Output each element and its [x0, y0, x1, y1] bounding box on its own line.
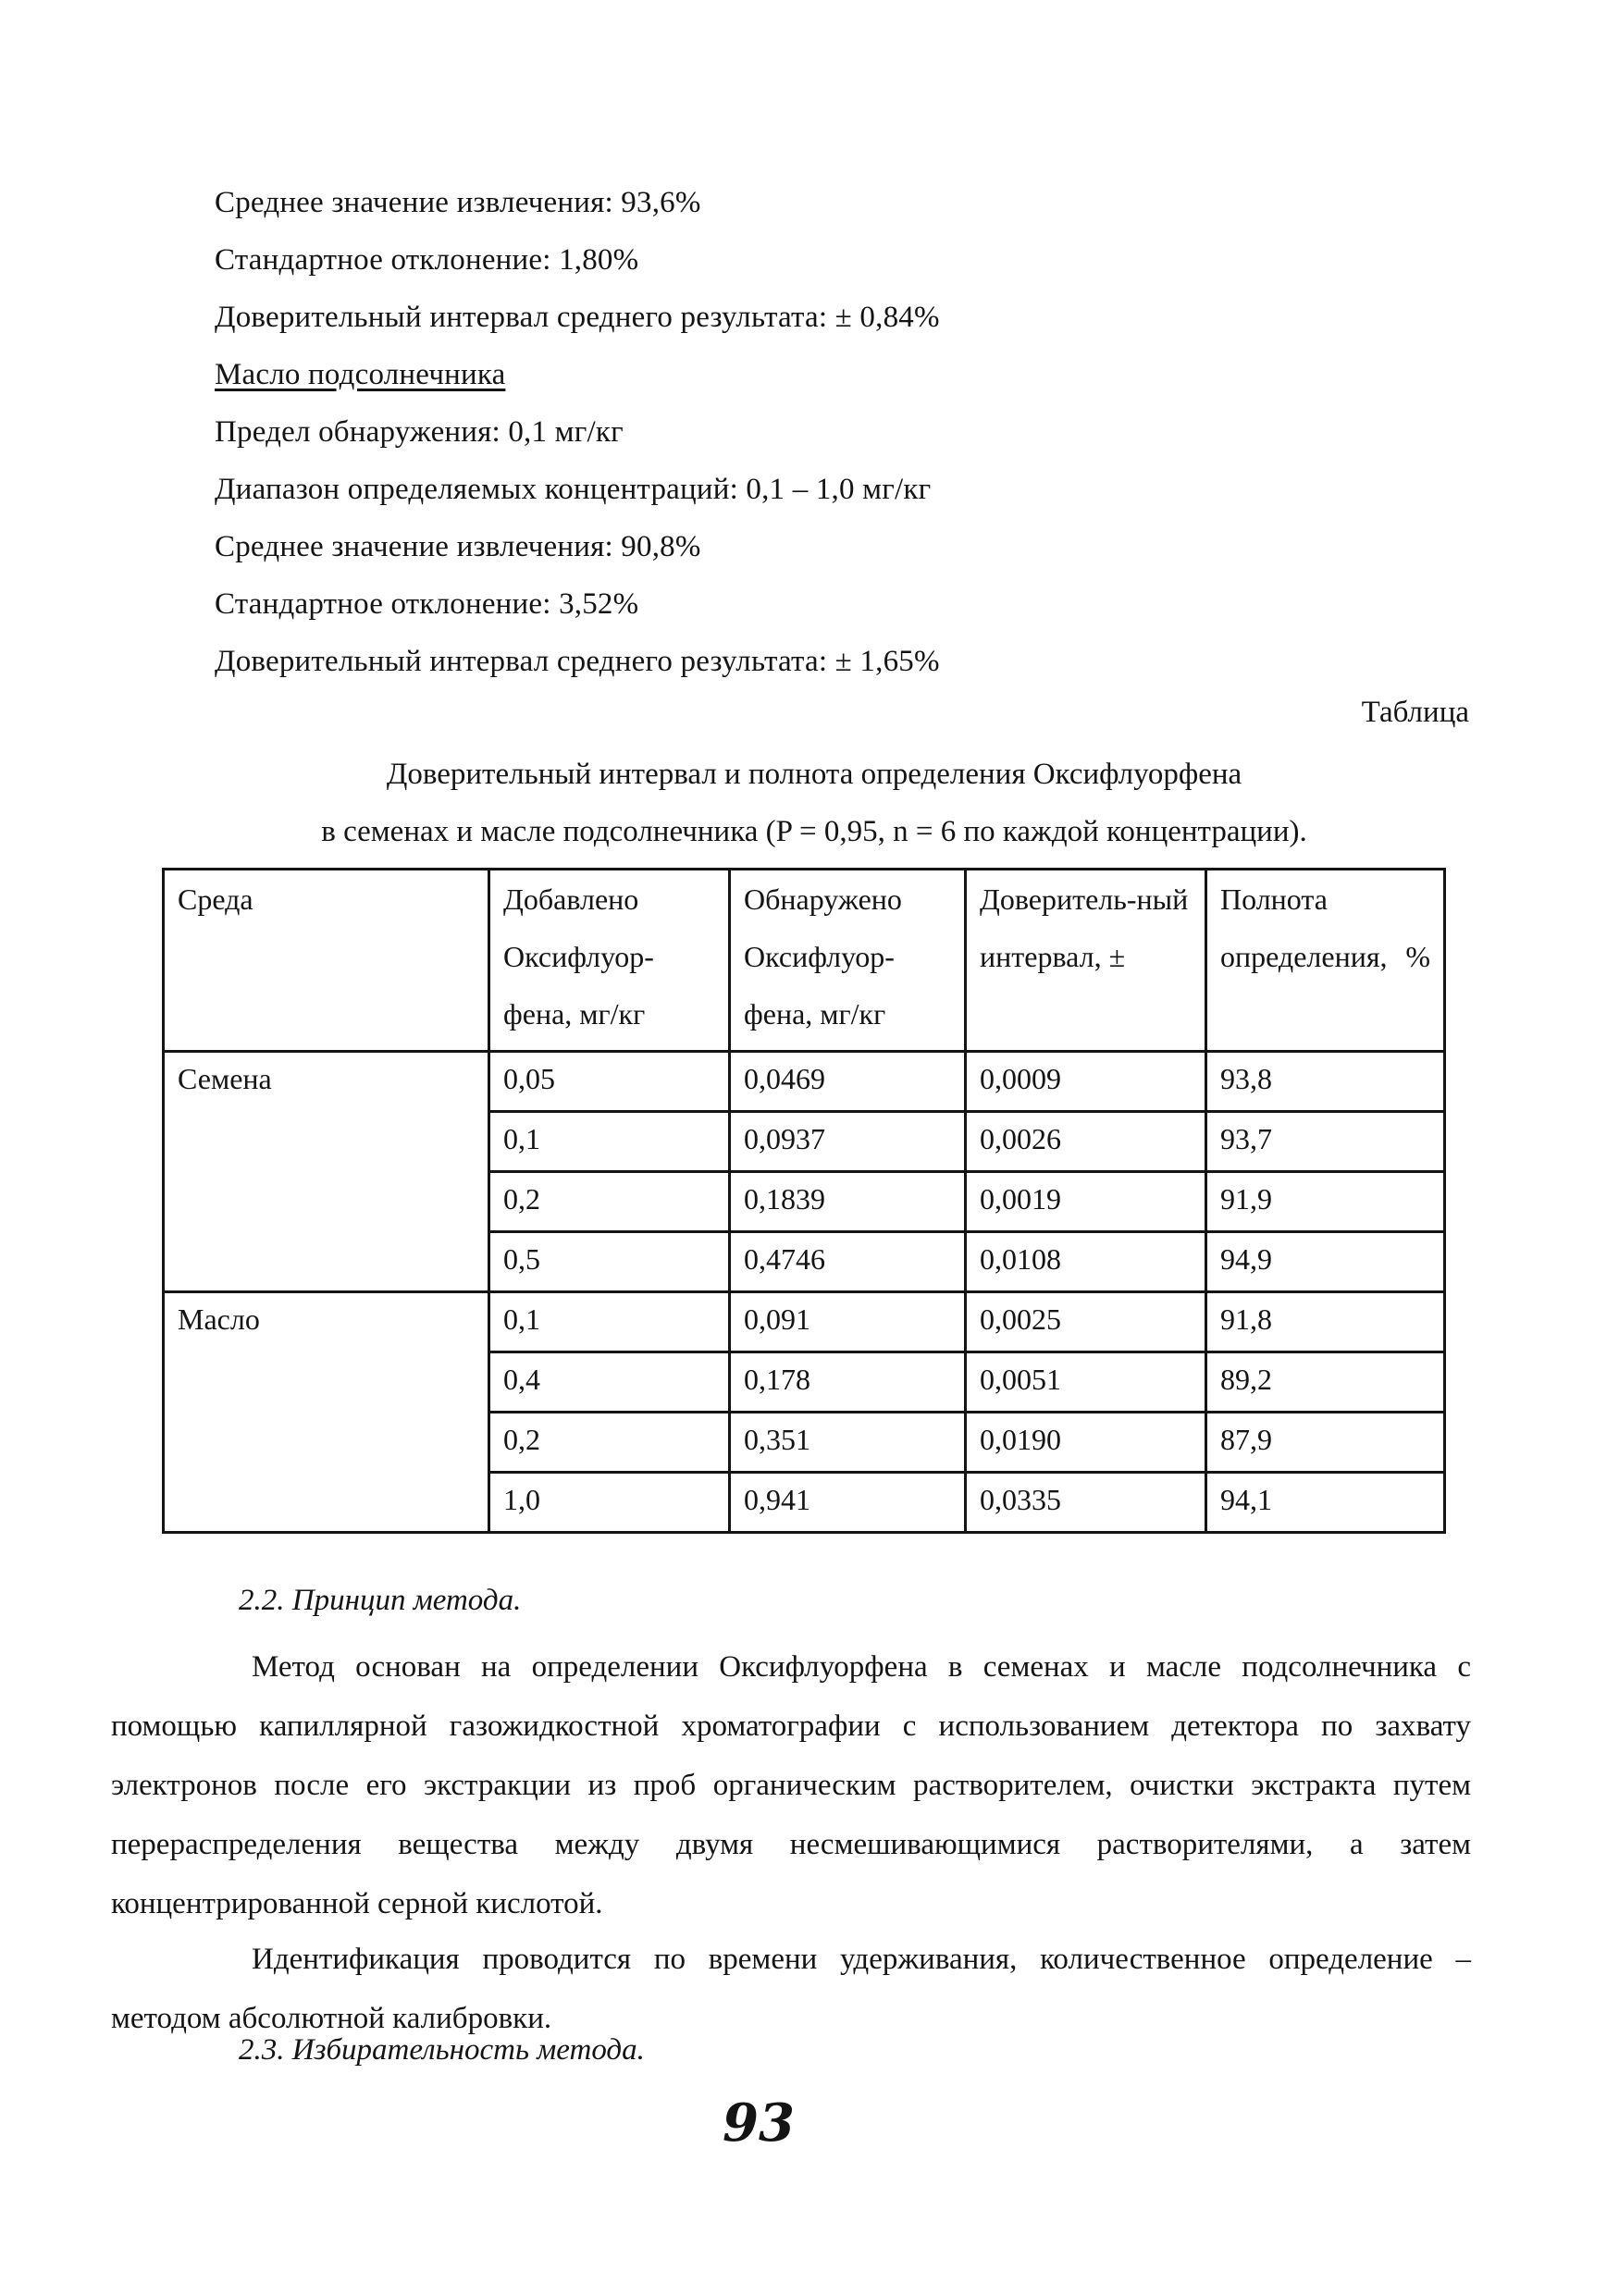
table-cell: 1,0 — [489, 1473, 730, 1533]
page-number: 93 — [723, 2092, 795, 2154]
table-cell: 0,0190 — [966, 1413, 1206, 1473]
table-cell: 94,9 — [1206, 1232, 1445, 1292]
section-selectivity-title: 2.3. Избирательность метода. — [239, 2033, 645, 2067]
table-cell: 0,4746 — [730, 1232, 966, 1292]
oil-detection-limit: Предел обнаружения: 0,1 мг/кг — [215, 415, 624, 449]
table-cell: 0,941 — [730, 1473, 966, 1533]
principle-paragraph-2: Идентификация проводится по времени удерживания, количественное определение – методом абсолютной калибровки. — [111, 1943, 1471, 2035]
table-row — [164, 1052, 1445, 1112]
table-cell: 0,0108 — [966, 1232, 1206, 1292]
table-cell: 93,7 — [1206, 1112, 1445, 1172]
medium-cell-oil: Масло — [164, 1292, 489, 1533]
oil-mean-recovery: Среднее значение извлечения: 90,8% — [215, 530, 701, 563]
table-caption — [157, 746, 1471, 860]
table-cell: 91,9 — [1206, 1172, 1445, 1232]
table-cell: 0,2 — [489, 1413, 730, 1473]
table-cell: 94,1 — [1206, 1473, 1445, 1533]
seeds-confidence-interval: Доверительный интервал среднего результата: ± 0,84% — [215, 301, 940, 334]
table-cell: 0,2 — [489, 1172, 730, 1232]
table-cell: 0,351 — [730, 1413, 966, 1473]
table-cell: 0,178 — [730, 1352, 966, 1413]
table-cell: 89,2 — [1206, 1352, 1445, 1413]
header-found: Обнаружено Оксифлуор-фена, мг/кг — [730, 870, 966, 1052]
header-confidence-interval: Доверитель-ный интервал, ± — [966, 870, 1206, 1052]
table-header-row — [164, 870, 1445, 1052]
table-cell: 0,091 — [730, 1292, 966, 1352]
header-added: Добавлено Оксифлуор-фена, мг/кг — [489, 870, 730, 1052]
table-label: Таблица — [1361, 696, 1469, 729]
table-cell: 0,1839 — [730, 1172, 966, 1232]
header-recovery: Полнота определения, % — [1206, 870, 1445, 1052]
results-table — [162, 868, 1446, 1534]
table-cell: 0,0019 — [966, 1172, 1206, 1232]
table-cell: 0,0937 — [730, 1112, 966, 1172]
table-cell: 0,4 — [489, 1352, 730, 1413]
table-cell: 93,8 — [1206, 1052, 1445, 1112]
header-medium: Среда — [164, 870, 489, 1052]
seeds-mean-recovery: Среднее значение извлечения: 93,6% — [215, 186, 701, 219]
medium-cell-seeds: Семена — [164, 1052, 489, 1292]
table-cell: 0,0009 — [966, 1052, 1206, 1112]
table-cell: 0,0026 — [966, 1112, 1206, 1172]
table-cell: 0,0025 — [966, 1292, 1206, 1352]
oil-concentration-range: Диапазон определяемых концентраций: 0,1 – 1,0 мг/кг — [215, 473, 932, 506]
table-cell: 0,0335 — [966, 1473, 1206, 1533]
oil-standard-deviation: Стандартное отклонение: 3,52% — [215, 587, 639, 621]
table-cell: 0,5 — [489, 1232, 730, 1292]
table-cell: 91,8 — [1206, 1292, 1445, 1352]
table-cell: 0,1 — [489, 1292, 730, 1352]
table-row — [164, 1292, 1445, 1352]
table-cell: 0,1 — [489, 1112, 730, 1172]
section-principle-title: 2.2. Принцип метода. — [239, 1584, 522, 1617]
table-cell: 0,05 — [489, 1052, 730, 1112]
table-caption-line-1: Доверительный интервал и полнота определения Оксифлуорфена — [386, 758, 1242, 791]
principle-paragraph-1: Метод основан на определении Оксифлуорфена в семенах и масле подсолнечника с помощью капиллярной газожидкостной хроматографии с использованием детектора по захвату электронов после его экстракции из проб органическим растворителем, очистки экстракта путем перераспределения вещества между двумя несмешивающимися растворителями, а затем концентрированной серной кислотой. — [111, 1650, 1471, 1920]
table-cell: 0,0469 — [730, 1052, 966, 1112]
statistics-block — [215, 174, 1325, 690]
table-caption-line-2: в семенах и масле подсолнечника (P = 0,95, n = 6 по каждой концентрации). — [321, 815, 1307, 848]
seeds-standard-deviation: Стандартное отклонение: 1,80% — [215, 243, 639, 277]
oil-heading: Масло подсолнечника — [215, 358, 506, 391]
table-cell: 87,9 — [1206, 1413, 1445, 1473]
table-cell: 0,0051 — [966, 1352, 1206, 1413]
oil-confidence-interval: Доверительный интервал среднего результата: ± 1,65% — [215, 645, 940, 678]
